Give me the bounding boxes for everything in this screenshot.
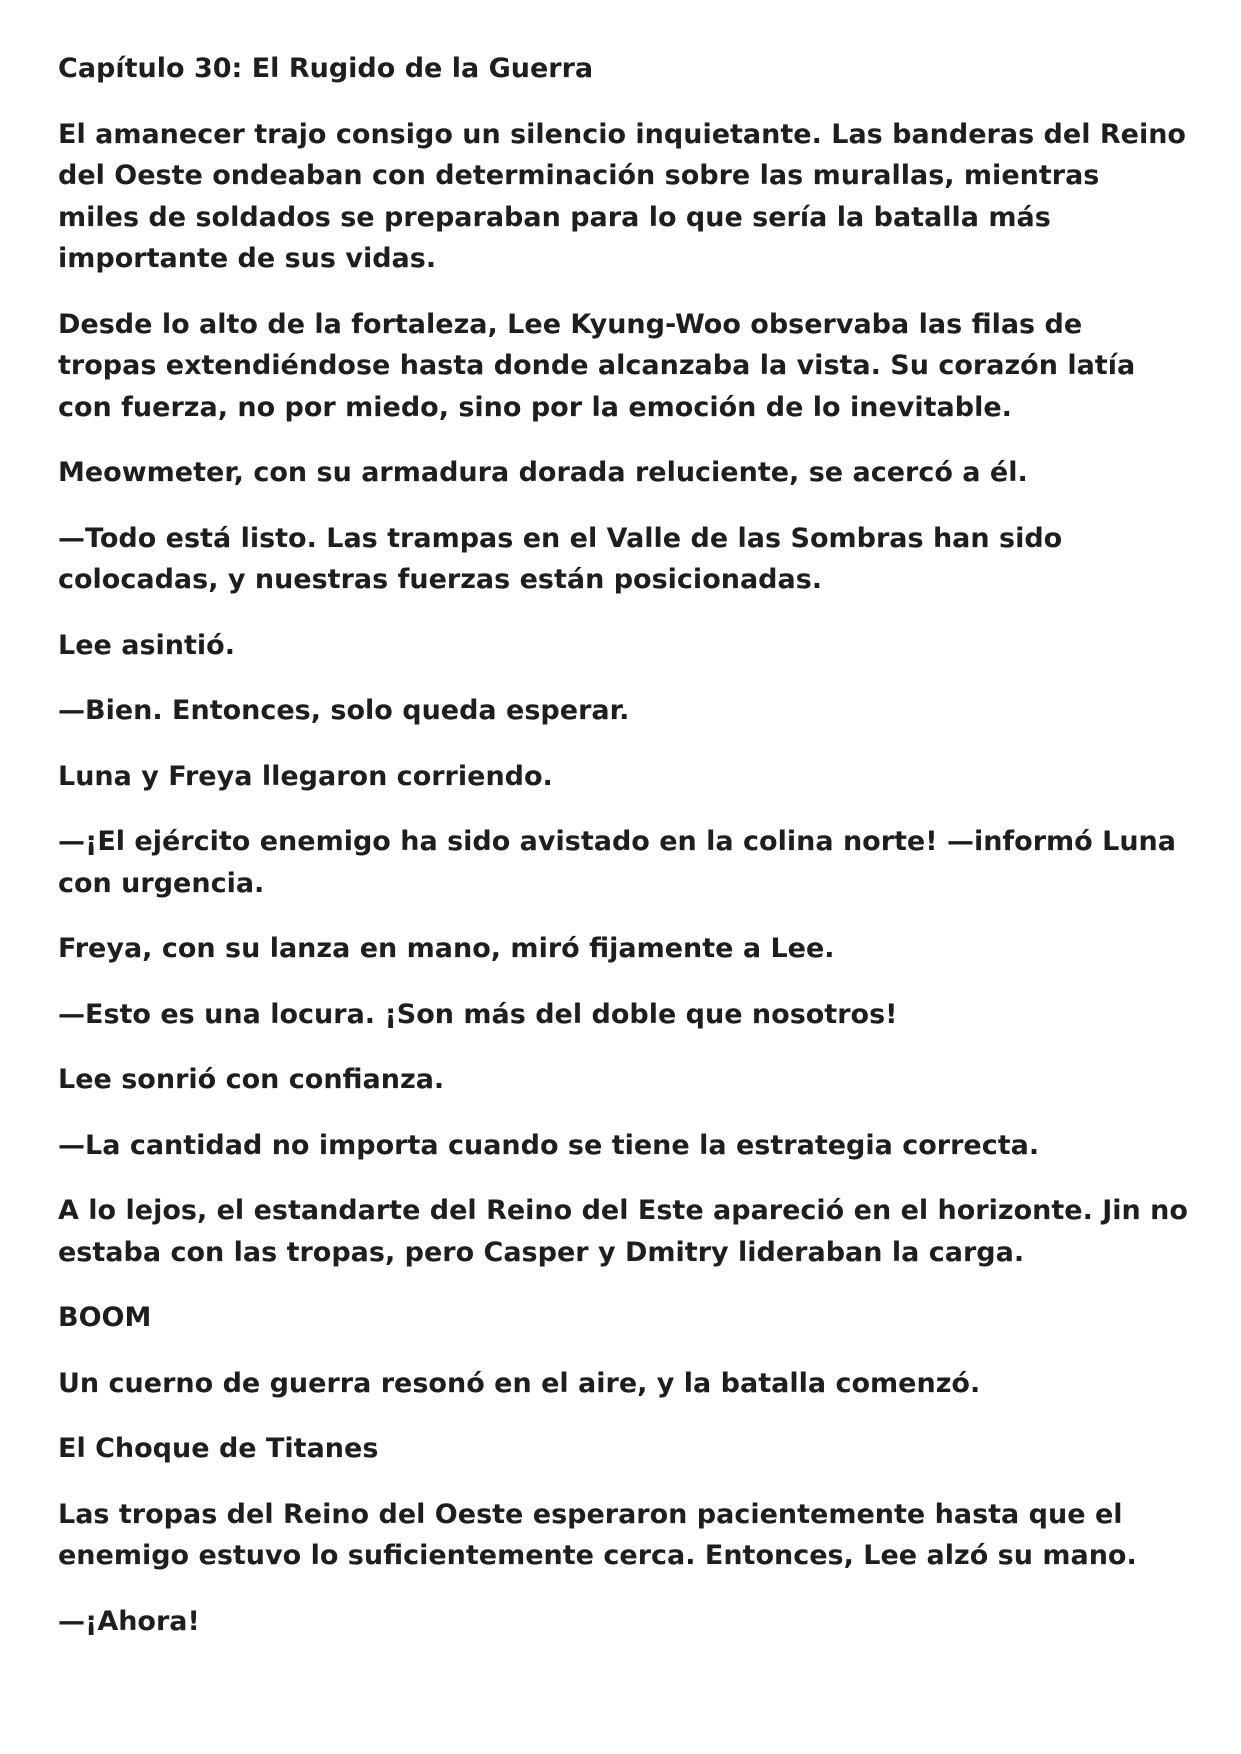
paragraph: Luna y Freya llegaron corriendo. — [58, 760, 553, 792]
section-heading: El Choque de Titanes — [58, 1433, 379, 1464]
paragraph: Freya, con su lanza en mano, miró fijamente a Lee. — [58, 933, 835, 964]
paragraph: El amanecer trajo consigo un silencio inquietante. Las banderas del Reino del Oeste ondeaban con determinación sobre las murallas, mientras miles de soldados se preparaban para lo que sería la batalla más importante de sus vidas. — [58, 118, 1186, 274]
dialogue-paragraph: —¡Ahora! — [58, 1605, 200, 1637]
dialogue-paragraph: —Todo está listo. Las trampas en el Valle de las Sombras han sido colocadas, y nuestras fuerzas están posicionadas. — [58, 522, 1063, 595]
dialogue-paragraph: —¡El ejército enemigo ha sido avistado en la colina norte! —informó Luna con urgencia. — [58, 826, 1176, 899]
paragraph: Un cuerno de guerra resonó en el aire, y la batalla comenzó. — [58, 1367, 981, 1399]
chapter-title: Capítulo 30: El Rugido de la Guerra — [58, 53, 594, 84]
paragraph: Desde lo alto de la fortaleza, Lee Kyung-Woo observaba las filas de tropas extendiéndose hasta donde alcanzaba la vista. Su corazón latía con fuerza, no por miedo, sino por la emoción de lo inevitable. — [58, 308, 1136, 423]
dialogue-paragraph: —Bien. Entonces, solo queda esperar. — [58, 695, 630, 726]
dialogue-paragraph: —La cantidad no importa cuando se tiene la estrategia correcta. — [58, 1129, 1040, 1161]
paragraph: Lee asintió. — [58, 629, 235, 661]
paragraph: Meowmeter, con su armadura dorada reluciente, se acercó a él. — [58, 457, 1028, 488]
paragraph: Las tropas del Reino del Oeste esperaron pacientemente hasta que el enemigo estuvo lo suficientemente cerca. Entonces, Lee alzó su mano. — [58, 1498, 1137, 1571]
paragraph: Lee sonrió con confianza. — [58, 1064, 445, 1095]
sound-effect: BOOM — [58, 1302, 152, 1333]
dialogue-paragraph: —Esto es una locura. ¡Son más del doble que nosotros! — [58, 998, 898, 1030]
document-page — [58, 48, 1188, 1666]
paragraph: A lo lejos, el estandarte del Reino del Este apareció en el horizonte. Jin no estaba con las tropas, pero Casper y Dmitry lideraban la carga. — [58, 1195, 1188, 1268]
